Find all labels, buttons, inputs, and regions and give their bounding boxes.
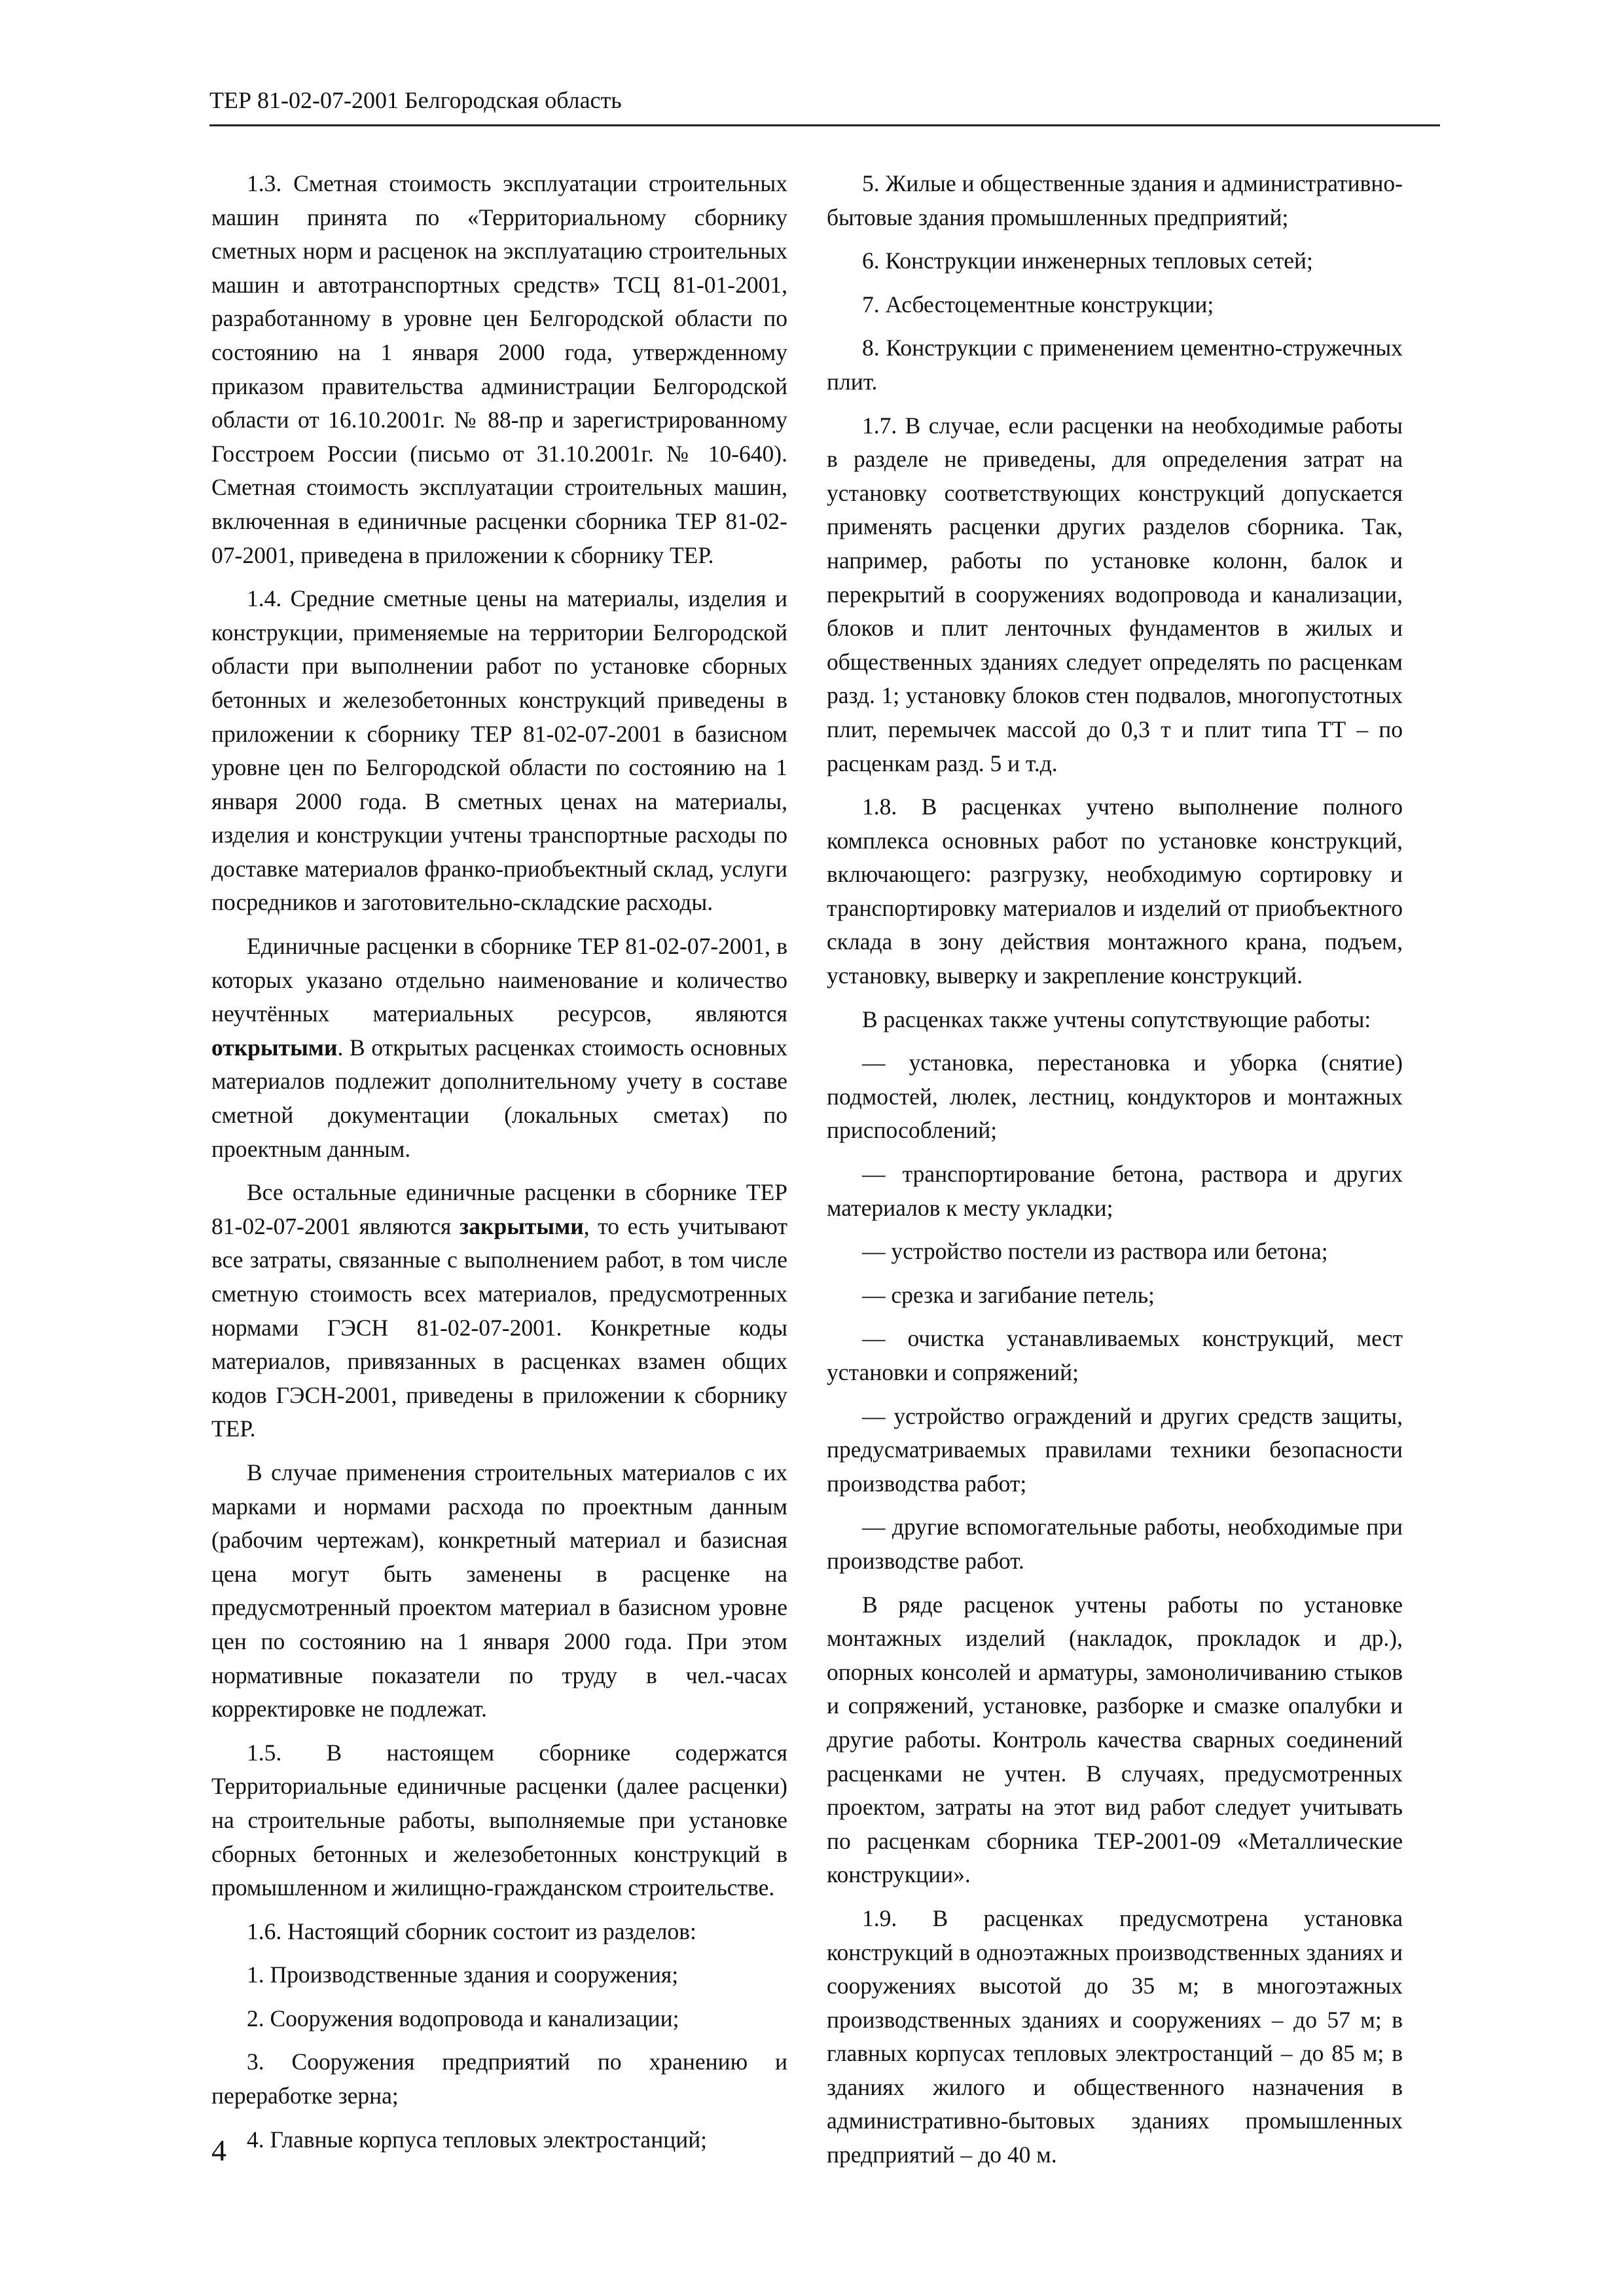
list-item: 1. Производственные здания и сооружения; <box>247 1961 679 1988</box>
bold-term-open: открытыми <box>211 1034 338 1061</box>
header-title: ТЕР 81-02-07-2001 Белгородская область <box>209 87 622 113</box>
paragraph: В ряде расценок учтены работы по установке монтажных изделий (накладок, прокладок и др.), опорных консолей и арматуры, замоноличиванию стыков и сопряжений, установке, разборке и смазке опалубки и другие работы. Контроль качества сварных соединений расценками не учтен. В случаях, предусмотренных проектом, затраты на этот вид работ следует учитывать по расценкам сборника ТЕР-2001-09 «Металлические конструкции». <box>827 1591 1403 1888</box>
paragraph: Единичные расценки в сборнике ТЕР 81-02-07-2001, в которых указано отдельно наименование и количество неучтённых материальных ресурсов, являются открытыми. В открытых расценках стоимость основных материалов подлежит дополнительному учету в составе сметной документации (локальных сметах) по проектным данным. <box>211 933 787 1162</box>
paragraph: 1.8. В расценках учтено выполнение полного комплекса основных работ по установке конструкций, включающего: разгрузку, необходимую сортировку и транспортировку материалов и изделий от приобъектного склада в зону действия монтажного крана, подъем, установку, выверку и закрепление конструкций. <box>827 793 1403 989</box>
page-header <box>209 84 1440 126</box>
list-item: 8. Конструкции с применением цементно-стружечных плит. <box>827 335 1403 395</box>
dash-item: — устройство ограждений и других средств защиты, предусматриваемых правилами техники безопасности производства работ; <box>827 1402 1403 1497</box>
list-item: 2. Сооружения водопровода и канализации; <box>247 2005 679 2032</box>
page-number: 4 <box>211 2134 226 2167</box>
dash-item: — другие вспомогательные работы, необходимые при производстве работ. <box>827 1514 1403 1574</box>
paragraph: 1.5. В настоящем сборнике содержатся Территориальные единичные расценки (далее расценки) на строительные работы, выполняемые при установке сборных бетонных и железобетонных конструкций в промышленном и жилищно-гражданском строительстве. <box>211 1739 787 1901</box>
list-item: 4. Главные корпуса тепловых электростанций; <box>247 2126 708 2153</box>
dash-item: — транспортирование бетона, раствора и других материалов к месту укладки; <box>827 1161 1403 1221</box>
paragraph: 1.9. В расценках предусмотрена установка конструкций в одноэтажных производственных зданиях и сооружениях высотой до 35 м; в многоэтажных производственных зданиях и сооружениях – до 57 м; в главных корпусах тепловых электростанций – до 85 м; в зданиях жилого и общественного назначения в административно-бытовых зданиях промышленных предприятий – до 40 м. <box>827 1904 1403 2168</box>
list-item: 6. Конструкции инженерных тепловых сетей; <box>862 247 1313 274</box>
paragraph: 1.7. В случае, если расценки на необходимые работы в разделе не приведены, для определения затрат на установку соответствующих конструкций допускается применять расценки других разделов сборника. Так, например, работы по установке колонн, балок и перекрытий в сооружениях водопровода и канализации, блоков и плит ленточных фундаментов в жилых и общественных зданиях следует определять по расценкам разд. 1; установку блоков стен подвалов, многопустотных плит, перемычек массой до 0,3 т и плит типа ТТ – по расценкам разд. 5 и т.д. <box>827 412 1403 776</box>
list-item: 5. Жилые и общественные здания и административно-бытовые здания промышленных предприятий; <box>827 170 1403 230</box>
list-item: 1.6. Настоящий сборник состоит из разделов: <box>247 1918 696 1944</box>
paragraph: Все остальные единичные расценки в сборнике ТЕР 81-02-07-2001 являются закрытыми, то есть учитывают все затраты, связанные с выполнением работ, в том числе сметную стоимость всех материалов, предусмотренных нормами ГЭСН 81-02-07-2001. Конкретные коды материалов, привязанных в расценках взамен общих кодов ГЭСН-2001, приведены в приложении к сборнику ТЕР. <box>211 1179 788 1442</box>
paragraph: 1.4. Средние сметные цены на материалы, изделия и конструкции, применяемые на территории Белгородской области при выполнении работ по установке сборных бетонных и железобетонных конструкций приведены в приложении к сборнику ТЕР 81-02-07-2001 в базисном уровне цен по Белгородской области по состоянию на 1 января 2000 года. В сметных ценах на материалы, изделия и конструкции учтены транспортные расходы по доставке материалов франко-приобъектный склад, услуги посредников и заготовительно-складские расходы. <box>211 585 787 916</box>
dash-item: — срезка и загибание петель; <box>862 1281 1155 1308</box>
list-item: 7. Асбестоцементные конструкции; <box>862 291 1214 318</box>
paragraph: В расценках также учтены сопутствующие работы: <box>862 1006 1371 1032</box>
paragraph: В случае применения строительных материалов с их марками и нормами расхода по проектным данным (рабочим чертежам), конкретный материал и базисная цена могут быть заменены в расценке на предусмотренный проектом материал в базисном уровне цен по состоянию на 1 января 2000 года. При этом нормативные показатели по труду в чел.-часах корректировке не подлежат. <box>211 1459 787 1722</box>
dash-item: — очистка устанавливаемых конструкций, мест установки и сопряжений; <box>827 1325 1403 1385</box>
bold-term-closed: закрытыми <box>460 1212 584 1239</box>
dash-item: — устройство постели из раствора или бетона; <box>862 1238 1328 1265</box>
list-item: 3. Сооружения предприятий по хранению и переработке зерна; <box>211 2049 787 2109</box>
left-column <box>211 167 787 2166</box>
dash-item: — установка, перестановка и уборка (снятие) подмостей, люлек, лестниц, кондукторов и монтажных приспособлений; <box>827 1049 1403 1144</box>
right-column <box>827 167 1403 2182</box>
paragraph: 1.3. Сметная стоимость эксплуатации строительных машин принята по «Территориальному сборнику сметных норм и расценок на эксплуатацию строительных машин и автотранспортных средств» ТСЦ 81-01-2001, разработанному в уровне цен Белгородской области по состоянию на 1 января 2000 года, утвержденному приказом правительства администрации Белгородской области от 16.10.2001г. № 88-пр и зарегистрированному Госстроем России (письмо от 31.10.2001г. № 10-640). Сметная стоимость эксплуатации строительных машин, включенная в единичные расценки сборника ТЕР 81-02-07-2001, приведена в приложении к сборнику ТЕР. <box>211 170 787 568</box>
